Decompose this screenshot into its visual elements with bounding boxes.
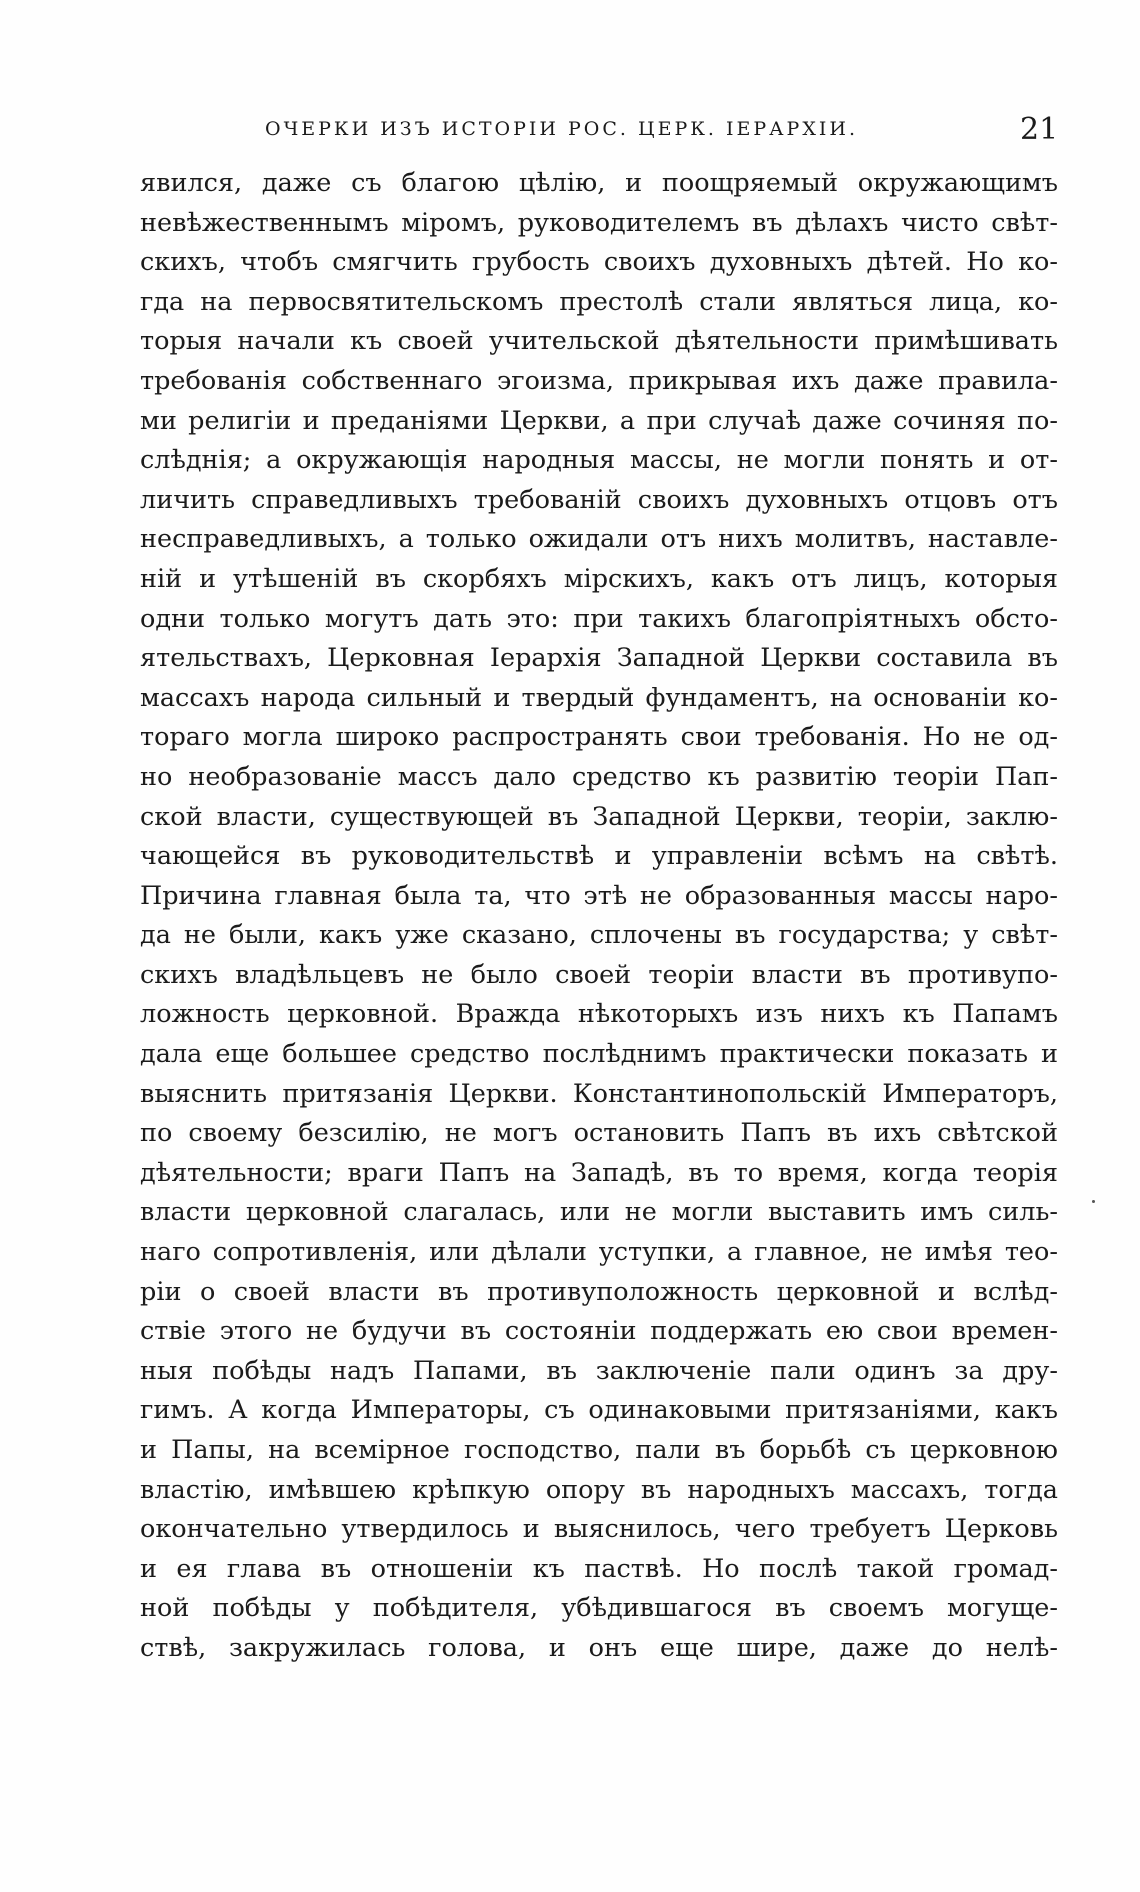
text-line: ми религіи и преданіями Церкви, а при случаѣ даже сочиняя по- — [140, 405, 1058, 436]
text-line: дѣятельности; враги Папъ на Западѣ, въ то время, когда теорія — [140, 1157, 1058, 1188]
text-line: ской власти, существующей въ Западной Церкви, теоріи, заклю- — [140, 801, 1058, 832]
text-line: ствѣ, закружилась голова, и онъ еще шире, даже до нелѣ- — [140, 1632, 1058, 1663]
text-line: требованія собственнаго эгоизма, прикрывая ихъ даже правила- — [140, 365, 1058, 396]
text-line: чающейся въ руководительствѣ и управленіи всѣмъ на свѣтѣ. — [140, 841, 1058, 872]
text-line: ной побѣды у побѣдителя, убѣдившагося въ своемъ могуще- — [140, 1593, 1058, 1624]
text-line: гимъ. А когда Императоры, съ одинаковыми притязаніями, какъ — [140, 1395, 1058, 1426]
text-line: явился, даже съ благою цѣлію, и поощряемый окружающимъ — [140, 168, 1058, 198]
text-line: массахъ народа сильный и твердый фундаментъ, на основаніи ко- — [140, 682, 1058, 713]
text-line: властію, имѣвшею крѣпкую опору въ народныхъ массахъ, тогда — [140, 1474, 1058, 1505]
text-line: одни только могутъ дать это: при такихъ благопріятныхъ обсто- — [140, 603, 1058, 634]
text-line: выяснить притязанія Церкви. Константинопольскій Императоръ, — [140, 1078, 1058, 1109]
text-line: слѣднія; а окружающія народныя массы, не могли понять и от- — [140, 445, 1058, 476]
text-line: по своему безсилію, не могъ остановить Папъ въ ихъ свѣтской — [140, 1118, 1058, 1149]
print-speck — [1092, 1200, 1095, 1203]
text-line: власти церковной слагалась, или не могли выставить имъ силь- — [140, 1197, 1058, 1228]
running-title: ОЧЕРКИ ИЗЪ ИСТОРІИ РОС. ЦЕРК. ІЕРАРХІИ. — [265, 118, 858, 140]
text-line: личить справедливыхъ требованій своихъ духовныхъ отцовъ отъ — [140, 484, 1058, 515]
text-line: скихъ владѣльцевъ не было своей теоріи власти въ противупо- — [140, 959, 1058, 990]
running-head — [0, 112, 1140, 152]
text-line: ложность церковной. Вражда нѣкоторыхъ изъ нихъ къ Папамъ — [140, 999, 1058, 1030]
text-line: но необразованіе массъ дало средство къ развитію теоріи Пап- — [140, 761, 1058, 792]
text-line: да не были, какъ уже сказано, сплочены въ государства; у свѣт- — [140, 920, 1058, 951]
text-line: дала еще большее средство послѣднимъ практически показать и — [140, 1039, 1058, 1070]
text-line: Причина главная была та, что этѣ не образованныя массы наро- — [140, 880, 1058, 911]
text-line: окончательно утвердилось и выяснилось, чего требуетъ Церковь — [140, 1514, 1058, 1545]
text-line: ствіе этого не будучи въ состояніи поддержать ею свои времен- — [140, 1316, 1058, 1347]
text-line: несправедливыхъ, а только ожидали отъ нихъ молитвъ, наставле- — [140, 524, 1058, 555]
text-line: невѣжественнымъ міромъ, руководителемъ въ дѣлахъ чисто свѣт- — [140, 207, 1058, 238]
text-line: наго сопротивленія, или дѣлали уступки, а главное, не имѣя тео- — [140, 1237, 1058, 1268]
text-line: скихъ, чтобъ смягчить грубость своихъ духовныхъ дѣтей. Но ко- — [140, 247, 1058, 278]
text-line: и Папы, на всемірное господство, пали въ борьбѣ съ церковною — [140, 1435, 1058, 1465]
text-line: и ея глава въ отношеніи къ паствѣ. Но послѣ такой громад- — [140, 1553, 1058, 1584]
text-line: ныя побѣды надъ Папами, въ заключеніе пали одинъ за дру- — [140, 1355, 1058, 1386]
body-text — [140, 164, 1058, 1669]
text-line: ній и утѣшеній въ скорбяхъ мірскихъ, какъ отъ лицъ, которыя — [140, 563, 1058, 594]
page-number: 21 — [1020, 112, 1059, 147]
text-line: ріи о своей власти въ противуположность церковной и вслѣд- — [140, 1276, 1058, 1307]
text-line: торыя начали къ своей учительской дѣятельности примѣшивать — [140, 326, 1058, 357]
text-line: тораго могла широко распространять свои требованія. Но не од- — [140, 722, 1058, 753]
text-line: ятельствахъ, Церковная Іерархія Западной Церкви составила въ — [140, 643, 1058, 674]
text-line: гда на первосвятительскомъ престолѣ стали являться лица, ко- — [140, 286, 1058, 317]
